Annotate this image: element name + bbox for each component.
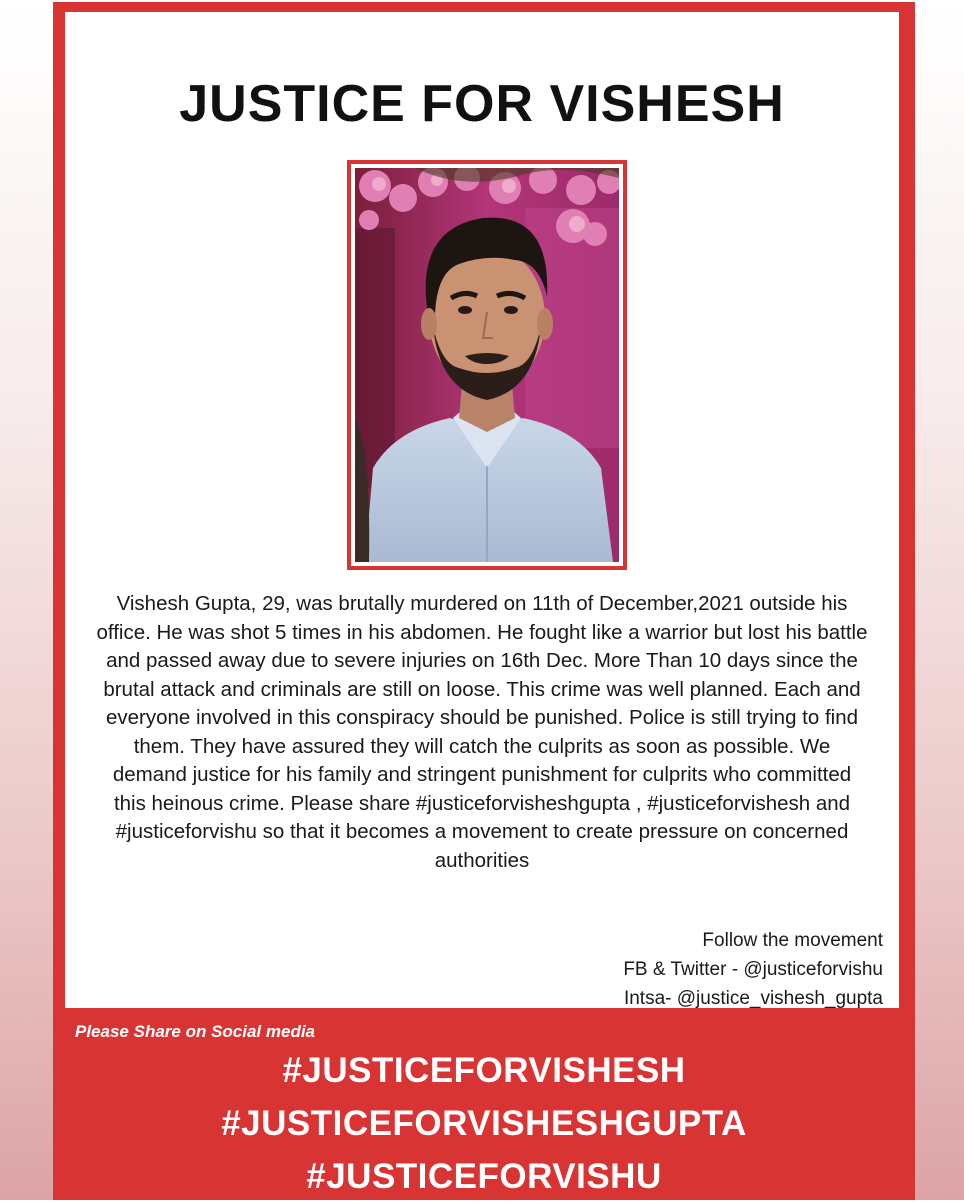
hashtag-justiceforvishesh: #JUSTICEFORVISHESH [282, 1051, 686, 1090]
hashtag-justiceforvishu: #JUSTICEFORVISHU [306, 1157, 662, 1196]
poster-panel [65, 12, 899, 1008]
poster-title: JUSTICE FOR VISHESH [179, 75, 785, 133]
insta-handle: Intsa- @justice_vishesh_gupta [623, 988, 883, 1009]
photo-frame [347, 160, 627, 570]
portrait-illustration [355, 168, 619, 562]
share-note: Please Share on Social media [75, 1022, 316, 1041]
portrait-photo [355, 168, 619, 562]
hashtag-list [53, 1044, 915, 1203]
story-text: Vishesh Gupta, 29, was brutally murdered on 11th of December,2021 outside his office. He was shot 5 times in his abdomen. He fought like a warrior but lost his battle and passed away due to severe injuries on 16th Dec. More Than 10 days since the brutal attack and criminals are still on loose. This crime was well planned. Each and everyone involved in this conspiracy should be punished. Police is still trying to find them. They have assured they will catch the culprits as soon as possible. We demand justice for his family and stringent punishment for culprits who committed this heinous crime. Please share #justiceforvisheshgupta , #justiceforvishesh and #justiceforvishu so that it becomes a movement to create pressure on concerned authorities [96, 592, 868, 872]
follow-heading: Follow the movement [702, 930, 883, 951]
poster [53, 2, 915, 1200]
hashtag-justiceforvisheshgupta: #JUSTICEFORVISHESHGUPTA [221, 1104, 747, 1143]
follow-block [623, 926, 883, 1013]
fb-twitter-handle: FB & Twitter - @justiceforvishu [623, 959, 883, 980]
